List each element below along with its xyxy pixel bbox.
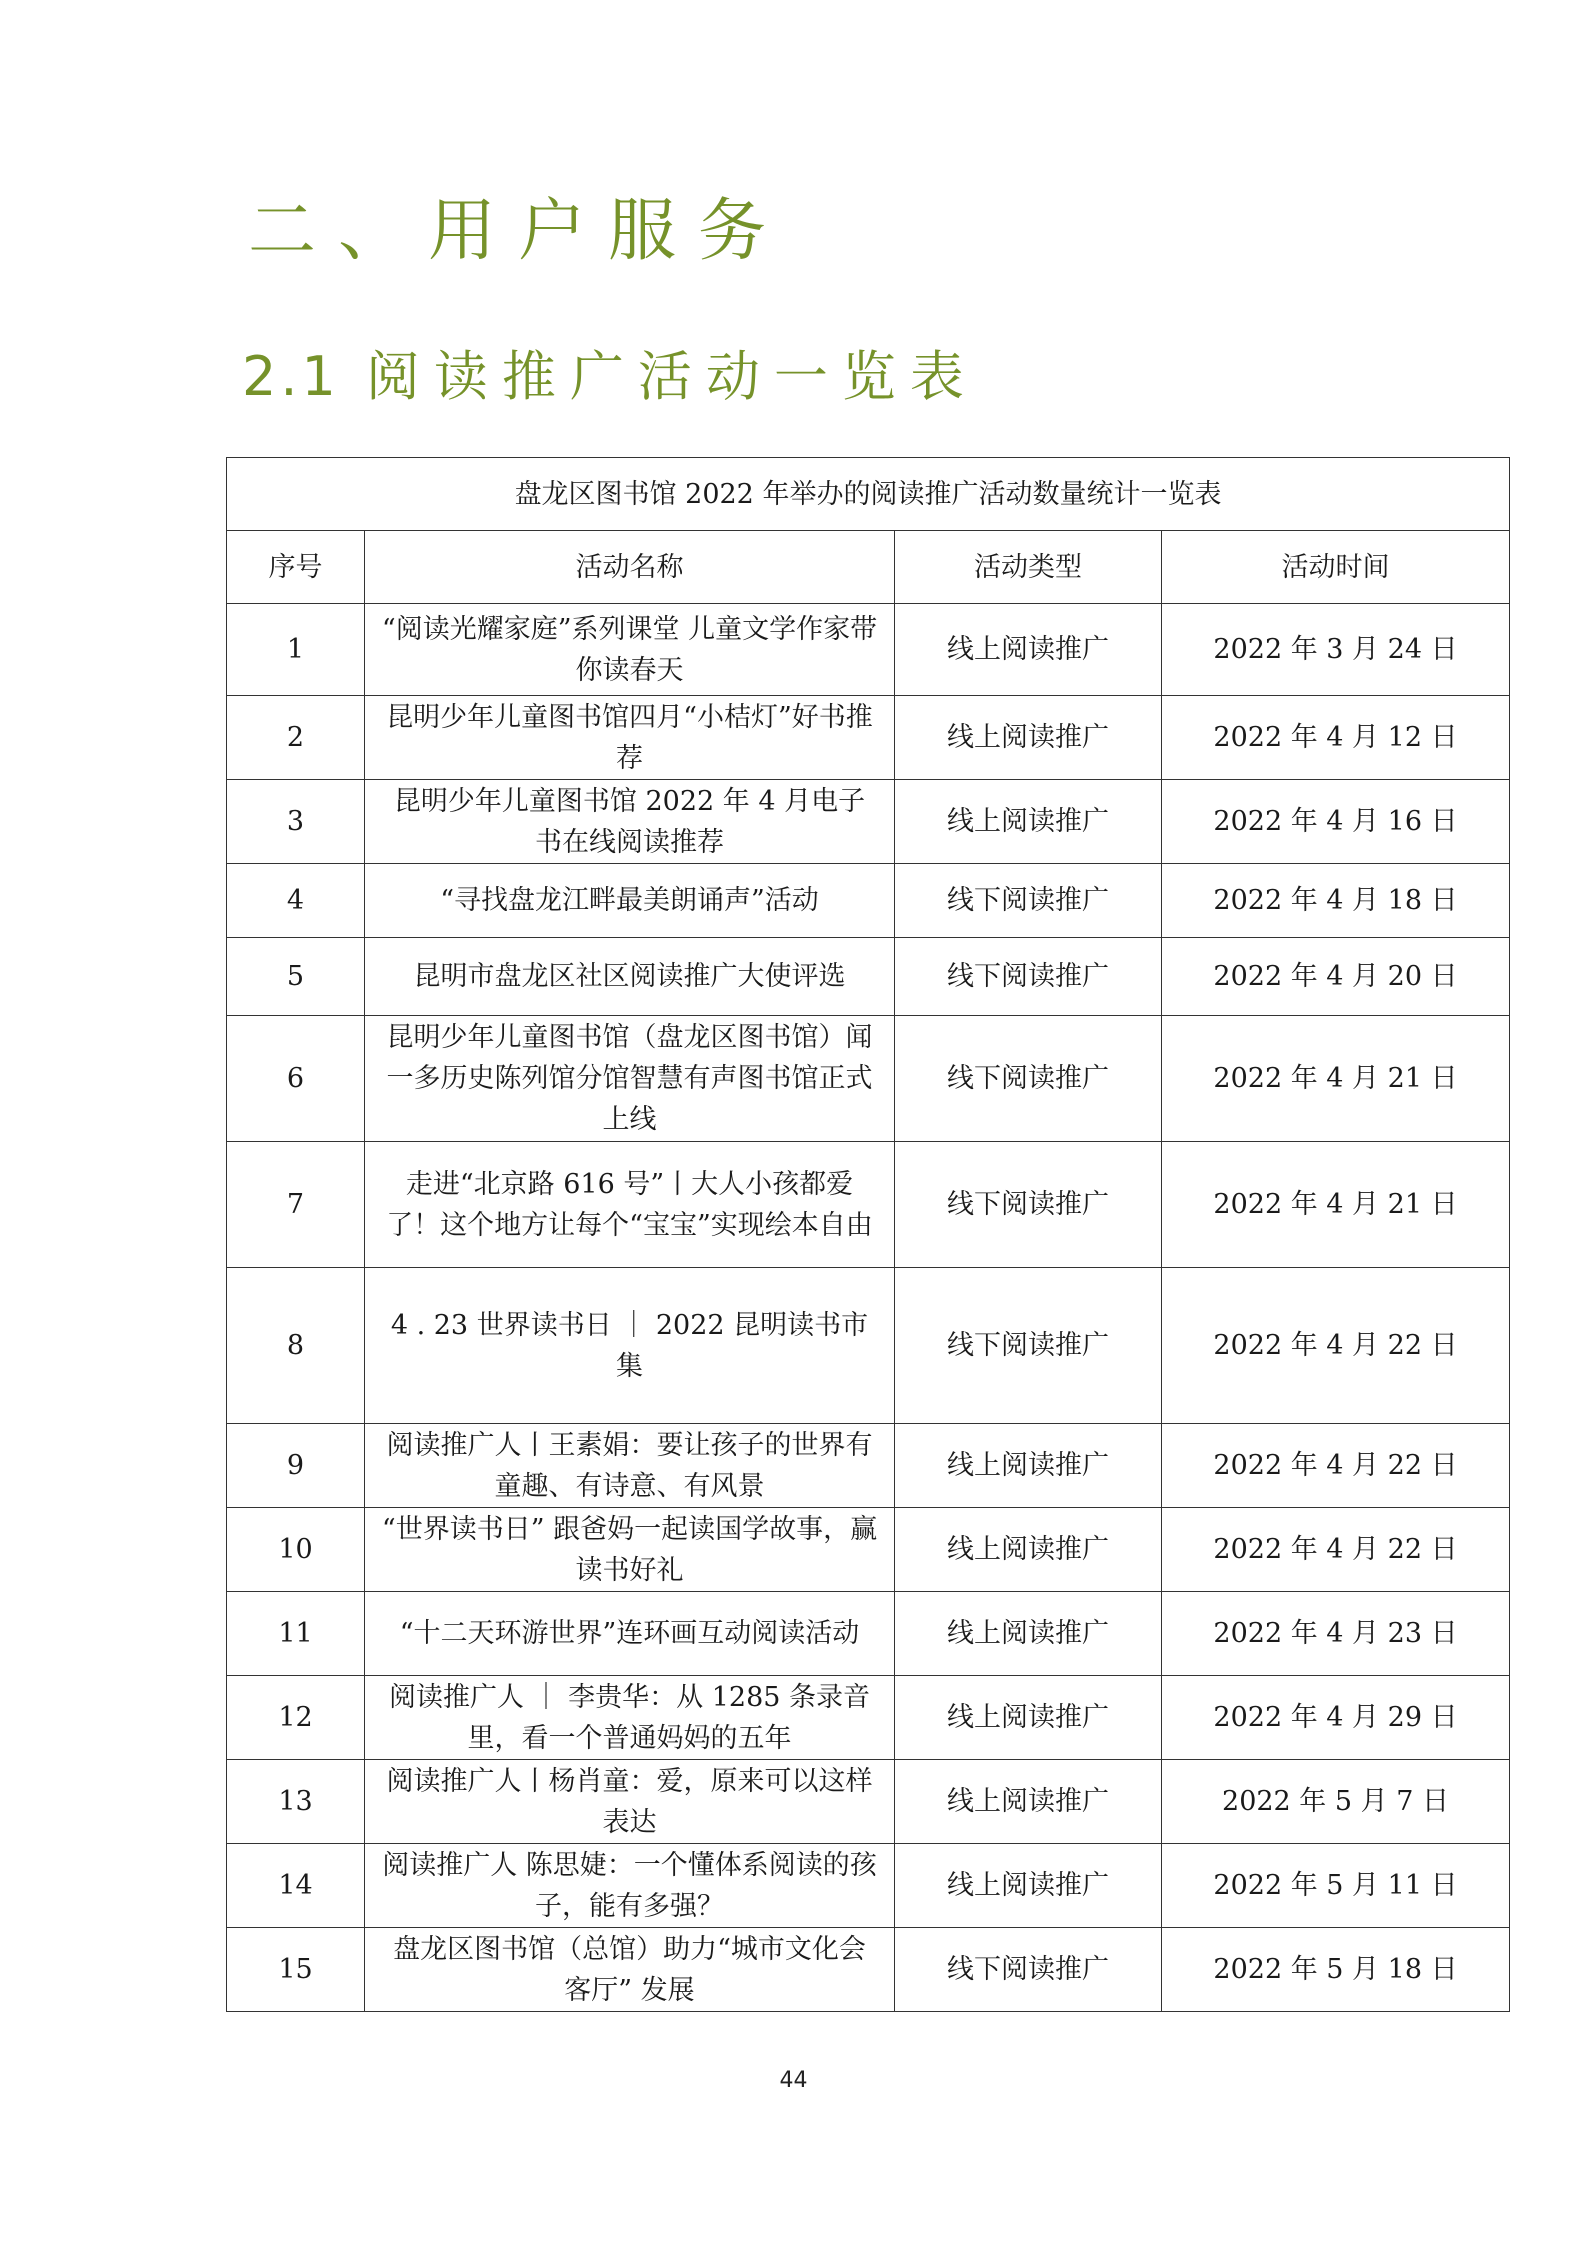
cell-name: 阅读推广人 陈思婕：一个懂体系阅读的孩子，能有多强？ (365, 1844, 895, 1928)
cell-type: 线下阅读推广 (895, 1928, 1162, 2012)
table-row (227, 1424, 1510, 1508)
table-row (227, 1016, 1510, 1142)
cell-no: 2 (227, 696, 365, 780)
cell-date: 2022 年 4 月 22 日 (1162, 1508, 1510, 1592)
cell-name: 走进“北京路 616 号”丨大人小孩都爱了！这个地方让每个“宝宝”实现绘本自由 (365, 1142, 895, 1268)
cell-name: 昆明少年儿童图书馆（盘龙区图书馆）闻一多历史陈列馆分馆智慧有声图书馆正式上线 (365, 1016, 895, 1142)
cell-no: 8 (227, 1268, 365, 1424)
cell-date: 2022 年 4 月 21 日 (1162, 1142, 1510, 1268)
cell-no: 10 (227, 1508, 365, 1592)
cell-date: 2022 年 4 月 22 日 (1162, 1268, 1510, 1424)
header-name: 活动名称 (365, 531, 895, 604)
cell-date: 2022 年 5 月 7 日 (1162, 1760, 1510, 1844)
section-title: 二、用户服务 (248, 192, 789, 271)
cell-type: 线上阅读推广 (895, 1508, 1162, 1592)
cell-name: “十二天环游世界”连环画互动阅读活动 (365, 1592, 895, 1676)
cell-type: 线上阅读推广 (895, 1592, 1162, 1676)
cell-type: 线上阅读推广 (895, 1760, 1162, 1844)
cell-name: 昆明少年儿童图书馆四月“小桔灯”好书推荐 (365, 696, 895, 780)
cell-type: 线下阅读推广 (895, 1142, 1162, 1268)
cell-type: 线下阅读推广 (895, 864, 1162, 938)
cell-no: 1 (227, 604, 365, 696)
table-row (227, 780, 1510, 864)
table-row (227, 604, 1510, 696)
cell-type: 线上阅读推广 (895, 1676, 1162, 1760)
cell-no: 14 (227, 1844, 365, 1928)
cell-name: 盘龙区图书馆（总馆）助力“城市文化会客厅” 发展 (365, 1928, 895, 2012)
subsection-heading (242, 345, 978, 408)
table-row (227, 1268, 1510, 1424)
cell-no: 3 (227, 780, 365, 864)
page-number: 44 (779, 2068, 808, 2093)
cell-name: 4 . 23 世界读书日 ｜ 2022 昆明读书市集 (365, 1268, 895, 1424)
subsection-number: 2.1 (242, 345, 340, 408)
cell-date: 2022 年 4 月 12 日 (1162, 696, 1510, 780)
cell-date: 2022 年 4 月 21 日 (1162, 1016, 1510, 1142)
cell-no: 4 (227, 864, 365, 938)
table-row (227, 1760, 1510, 1844)
cell-name: 昆明少年儿童图书馆 2022 年 4 月电子书在线阅读推荐 (365, 780, 895, 864)
table-row (227, 864, 1510, 938)
cell-date: 2022 年 5 月 18 日 (1162, 1928, 1510, 2012)
cell-no: 5 (227, 938, 365, 1016)
cell-date: 2022 年 4 月 20 日 (1162, 938, 1510, 1016)
cell-no: 6 (227, 1016, 365, 1142)
header-date: 活动时间 (1162, 531, 1510, 604)
table-row (227, 1928, 1510, 2012)
cell-type: 线上阅读推广 (895, 1424, 1162, 1508)
table-caption-row (227, 458, 1510, 531)
cell-no: 15 (227, 1928, 365, 2012)
cell-date: 2022 年 4 月 23 日 (1162, 1592, 1510, 1676)
cell-type: 线下阅读推广 (895, 938, 1162, 1016)
cell-name: “阅读光耀家庭”系列课堂 儿童文学作家带你读春天 (365, 604, 895, 696)
cell-date: 2022 年 4 月 18 日 (1162, 864, 1510, 938)
cell-date: 2022 年 5 月 11 日 (1162, 1844, 1510, 1928)
table-row (227, 1676, 1510, 1760)
cell-no: 11 (227, 1592, 365, 1676)
table-header-row (227, 531, 1510, 604)
cell-type: 线上阅读推广 (895, 604, 1162, 696)
header-no: 序号 (227, 531, 365, 604)
cell-name: 阅读推广人 ｜ 李贵华：从 1285 条录音里，看一个普通妈妈的五年 (365, 1676, 895, 1760)
table-row (227, 1844, 1510, 1928)
cell-no: 9 (227, 1424, 365, 1508)
cell-no: 7 (227, 1142, 365, 1268)
cell-name: 阅读推广人丨杨肖童：爱，原来可以这样表达 (365, 1760, 895, 1844)
table-caption: 盘龙区图书馆 2022 年举办的阅读推广活动数量统计一览表 (227, 458, 1510, 531)
cell-type: 线上阅读推广 (895, 696, 1162, 780)
cell-date: 2022 年 4 月 16 日 (1162, 780, 1510, 864)
cell-name: “世界读书日” 跟爸妈一起读国学故事，赢读书好礼 (365, 1508, 895, 1592)
cell-name: “寻找盘龙江畔最美朗诵声”活动 (365, 864, 895, 938)
cell-date: 2022 年 4 月 22 日 (1162, 1424, 1510, 1508)
activity-table (226, 457, 1510, 2012)
cell-type: 线上阅读推广 (895, 1844, 1162, 1928)
cell-name: 阅读推广人丨王素娟：要让孩子的世界有童趣、有诗意、有风景 (365, 1424, 895, 1508)
cell-date: 2022 年 3 月 24 日 (1162, 604, 1510, 696)
table-row (227, 1592, 1510, 1676)
table-row (227, 696, 1510, 780)
cell-date: 2022 年 4 月 29 日 (1162, 1676, 1510, 1760)
cell-type: 线下阅读推广 (895, 1016, 1162, 1142)
cell-no: 12 (227, 1676, 365, 1760)
cell-type: 线下阅读推广 (895, 1268, 1162, 1424)
table-row (227, 1142, 1510, 1268)
table-row (227, 1508, 1510, 1592)
cell-no: 13 (227, 1760, 365, 1844)
header-type: 活动类型 (895, 531, 1162, 604)
cell-type: 线上阅读推广 (895, 780, 1162, 864)
cell-name: 昆明市盘龙区社区阅读推广大使评选 (365, 938, 895, 1016)
subsection-title: 阅读推广活动一览表 (365, 345, 978, 408)
table-row (227, 938, 1510, 1016)
